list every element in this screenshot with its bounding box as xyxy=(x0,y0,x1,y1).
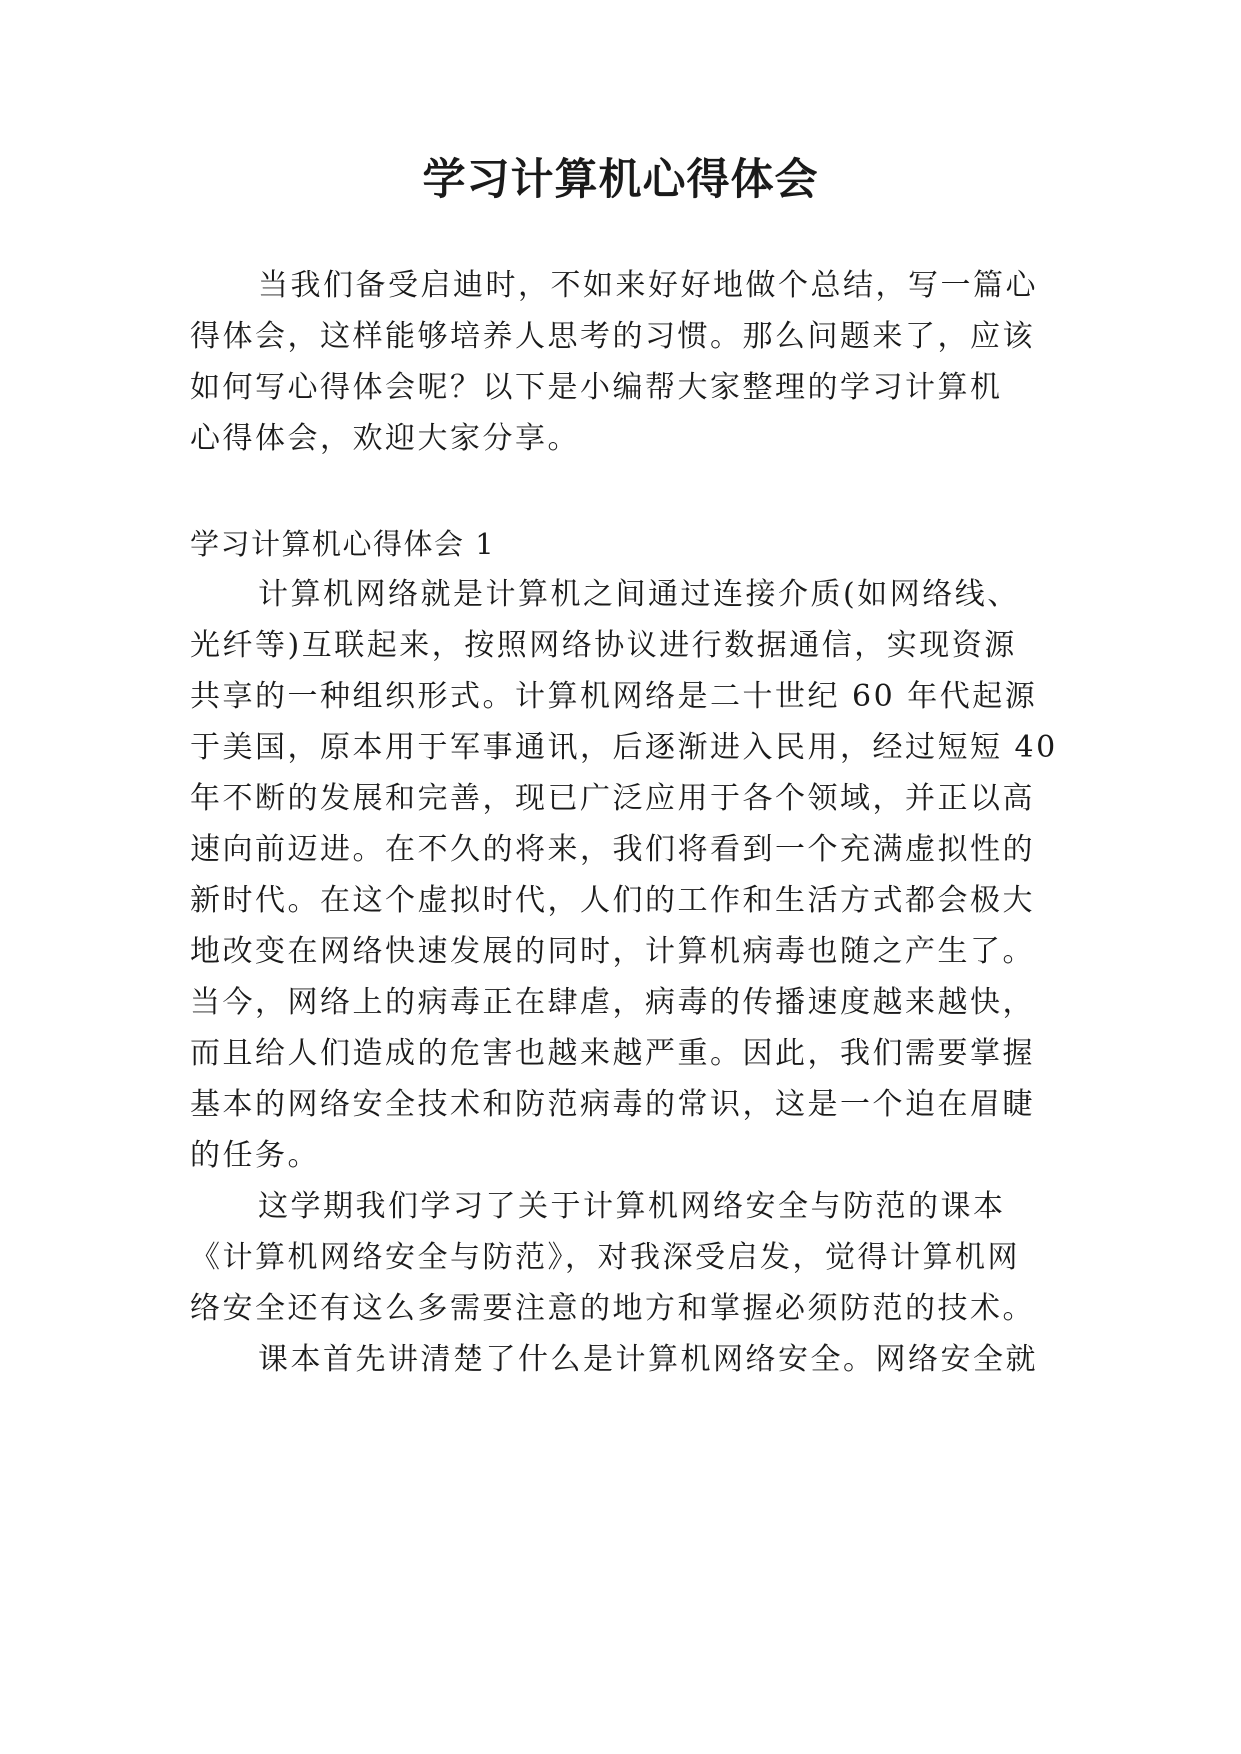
paragraph-line: 《计算机网络安全与防范》，对我深受启发，觉得计算机网 xyxy=(190,1240,1020,1275)
paragraph-line: 于美国，原本用于军事通讯，后逐渐进入民用，经过短短 40 xyxy=(190,730,1058,765)
paragraph-line: 光纤等)互联起来，按照网络协议进行数据通信，实现资源 xyxy=(190,628,1017,663)
paragraph-line: 基本的网络安全技术和防范病毒的常识，这是一个迫在眉睫 xyxy=(190,1087,1035,1122)
paragraph-line: 共享的一种组织形式。计算机网络是二十世纪 60 年代起源 xyxy=(190,679,1038,714)
section-heading: 学习计算机心得体会 1 xyxy=(190,527,496,561)
intro-line: 心得体会，欢迎大家分享。 xyxy=(190,421,580,456)
paragraph-line: 而且给人们造成的危害也越来越严重。因此，我们需要掌握 xyxy=(190,1036,1035,1071)
paragraph-line: 的任务。 xyxy=(190,1138,320,1173)
paragraph-line: 新时代。在这个虚拟时代，人们的工作和生活方式都会极大 xyxy=(190,883,1035,918)
paragraph-line: 年不断的发展和完善，现已广泛应用于各个领域，并正以高 xyxy=(190,781,1035,816)
intro-line: 得体会，这样能够培养人思考的习惯。那么问题来了，应该 xyxy=(190,319,1035,354)
paragraph-line: 地改变在网络快速发展的同时，计算机病毒也随之产生了。 xyxy=(190,934,1035,969)
document-title: 学习计算机心得体会 xyxy=(422,155,819,205)
paragraph-line: 这学期我们学习了关于计算机网络安全与防范的课本 xyxy=(258,1189,1006,1224)
paragraph-line: 当今，网络上的病毒正在肆虐，病毒的传播速度越来越快， xyxy=(190,985,1035,1020)
paragraph-line: 计算机网络就是计算机之间通过连接介质(如网络线、 xyxy=(258,577,1020,612)
paragraph-line: 络安全还有这么多需要注意的地方和掌握必须防范的技术。 xyxy=(190,1291,1035,1326)
paragraph-line: 速向前迈进。在不久的将来，我们将看到一个充满虚拟性的 xyxy=(190,832,1035,867)
paragraph-line: 课本首先讲清楚了什么是计算机网络安全。网络安全就 xyxy=(258,1342,1038,1377)
intro-line: 如何写心得体会呢？以下是小编帮大家整理的学习计算机 xyxy=(190,370,1003,405)
intro-line: 当我们备受启迪时，不如来好好地做个总结，写一篇心 xyxy=(258,268,1038,303)
